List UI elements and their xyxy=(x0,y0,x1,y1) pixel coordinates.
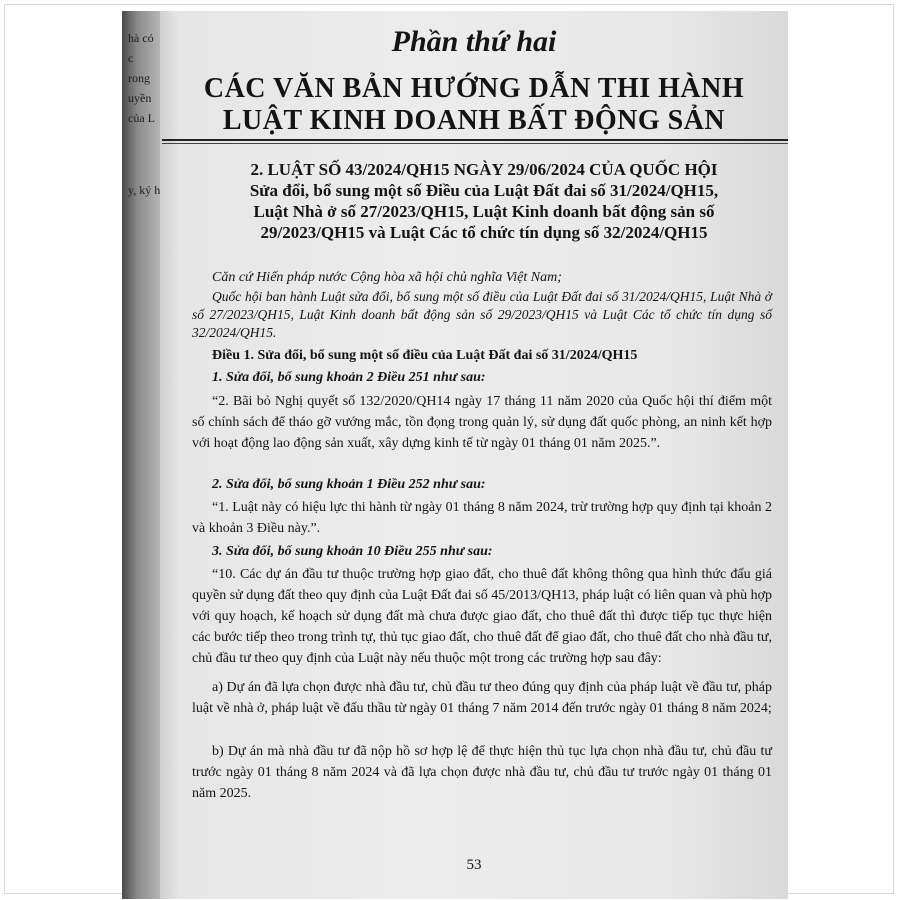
prev-page-fragment: c xyxy=(128,51,134,65)
part-title: Phần thứ hai xyxy=(391,25,557,58)
item-2-heading: 2. Sửa đổi, bổ sung khoản 1 Điều 252 như sau: xyxy=(212,477,486,492)
title-rule-thin xyxy=(162,143,788,144)
item-1-text: “2. Bãi bỏ Nghị quyết số 132/2020/QH14 ngày 17 tháng 11 năm 2020 của Quốc hội thí điểm một số chính sách để tháo gỡ vướng mắc, tồn đọng trong quản lý, sử dụng đất quốc phòng, an ninh kết hợp với hoạt động lao động sản xuất, xây dựng kinh tế từ ngày 01 tháng 01 năm 2025.”. xyxy=(192,394,772,451)
prev-page-fragment: hà có xyxy=(128,31,154,45)
prev-page-fragment: uyền xyxy=(128,91,152,105)
law-title-line: 29/2023/QH15 và Luật Các tổ chức tín dụng số 32/2024/QH15 xyxy=(260,223,708,242)
page-number: 53 xyxy=(466,857,482,873)
item-2-text: “1. Luật này có hiệu lực thi hành từ ngày 01 tháng 8 năm 2024, trừ trường hợp quy định tại khoản 2 và khoản 3 Điều này.”. xyxy=(192,500,772,536)
previous-page-edge xyxy=(122,11,160,899)
item-1-heading: 1. Sửa đổi, bổ sung khoản 2 Điều 251 như sau: xyxy=(212,370,486,385)
law-title-line: 2. LUẬT SỐ 43/2024/QH15 NGÀY 29/06/2024 CỦA QUỐC HỘI xyxy=(250,160,718,179)
law-title-line: Luật Nhà ở số 27/2023/QH15, Luật Kinh doanh bất động sản số xyxy=(253,202,715,221)
book-photo xyxy=(122,11,788,899)
prev-page-fragment: rong xyxy=(128,71,150,85)
item-3-point-a: a) Dự án đã lựa chọn được nhà đầu tư, chủ đầu tư theo đúng quy định của pháp luật về đầu tư, pháp luật về nhà ở, pháp luật về đấu thầu từ ngày 01 tháng 7 năm 2014 đến trước ngày 01 tháng 8 năm 2024; xyxy=(192,680,772,716)
prev-page-fragment: y, ký h xyxy=(128,183,161,197)
item-3-point-b: b) Dự án mà nhà đầu tư đã nộp hồ sơ hợp lệ để thực hiện thủ tục lựa chọn nhà đầu tư, chủ đầu tư trước ngày 01 tháng 8 năm 2024 và đã lựa chọn được nhà đầu tư, chủ đầu tư trước ngày 01 tháng 01 năm 2025. xyxy=(192,744,772,801)
law-title xyxy=(200,159,768,243)
preamble-constitution: Căn cứ Hiến pháp nước Cộng hòa xã hội chủ nghĩa Việt Nam; xyxy=(212,270,562,285)
prev-page-fragment: của L xyxy=(128,111,155,125)
title-rule xyxy=(162,139,788,141)
law-title-line: Sửa đổi, bổ sung một số Điều của Luật Đất đai số 31/2024/QH15, xyxy=(249,181,719,200)
item-3-heading: 3. Sửa đổi, bổ sung khoản 10 Điều 255 như sau: xyxy=(212,544,493,559)
item-3-text: “10. Các dự án đầu tư thuộc trường hợp giao đất, cho thuê đất không thông qua hình thức đấu giá quyền sử dụng đất theo quy định của Luật Đất đai số 45/2013/QH13, pháp luật có liên quan và phù hợp với quy hoạch, kế hoạch sử dụng đất mà chưa được giao đất, cho thuê đất thì được tiếp tục thực hiện các bước tiếp theo trong trình tự, thủ tục giao đất, cho thuê đất để giao đất, cho thuê đất cho nhà đầu tư, chủ đầu tư theo quy định của Luật này nếu thuộc một trong các trường hợp sau đây: xyxy=(192,567,772,666)
preamble-assembly: Quốc hội ban hành Luật sửa đổi, bổ sung một số điều của Luật Đất đai số 31/2024/QH15, Luật Nhà ở số 27/2023/QH15, Luật Kinh doanh bất động sản số 29/2023/QH15 và Luật Các tổ chức tín dụng số 32/2024/QH15. xyxy=(192,289,772,340)
document-page xyxy=(160,11,788,899)
main-title-line-1: CÁC VĂN BẢN HƯỚNG DẪN THI HÀNH xyxy=(203,73,745,104)
article-1-heading: Điều 1. Sửa đổi, bổ sung một số điều của Luật Đất đai số 31/2024/QH15 xyxy=(212,348,638,363)
main-title-line-2: LUẬT KINH DOANH BẤT ĐỘNG SẢN xyxy=(222,105,726,136)
image-frame xyxy=(4,4,894,894)
